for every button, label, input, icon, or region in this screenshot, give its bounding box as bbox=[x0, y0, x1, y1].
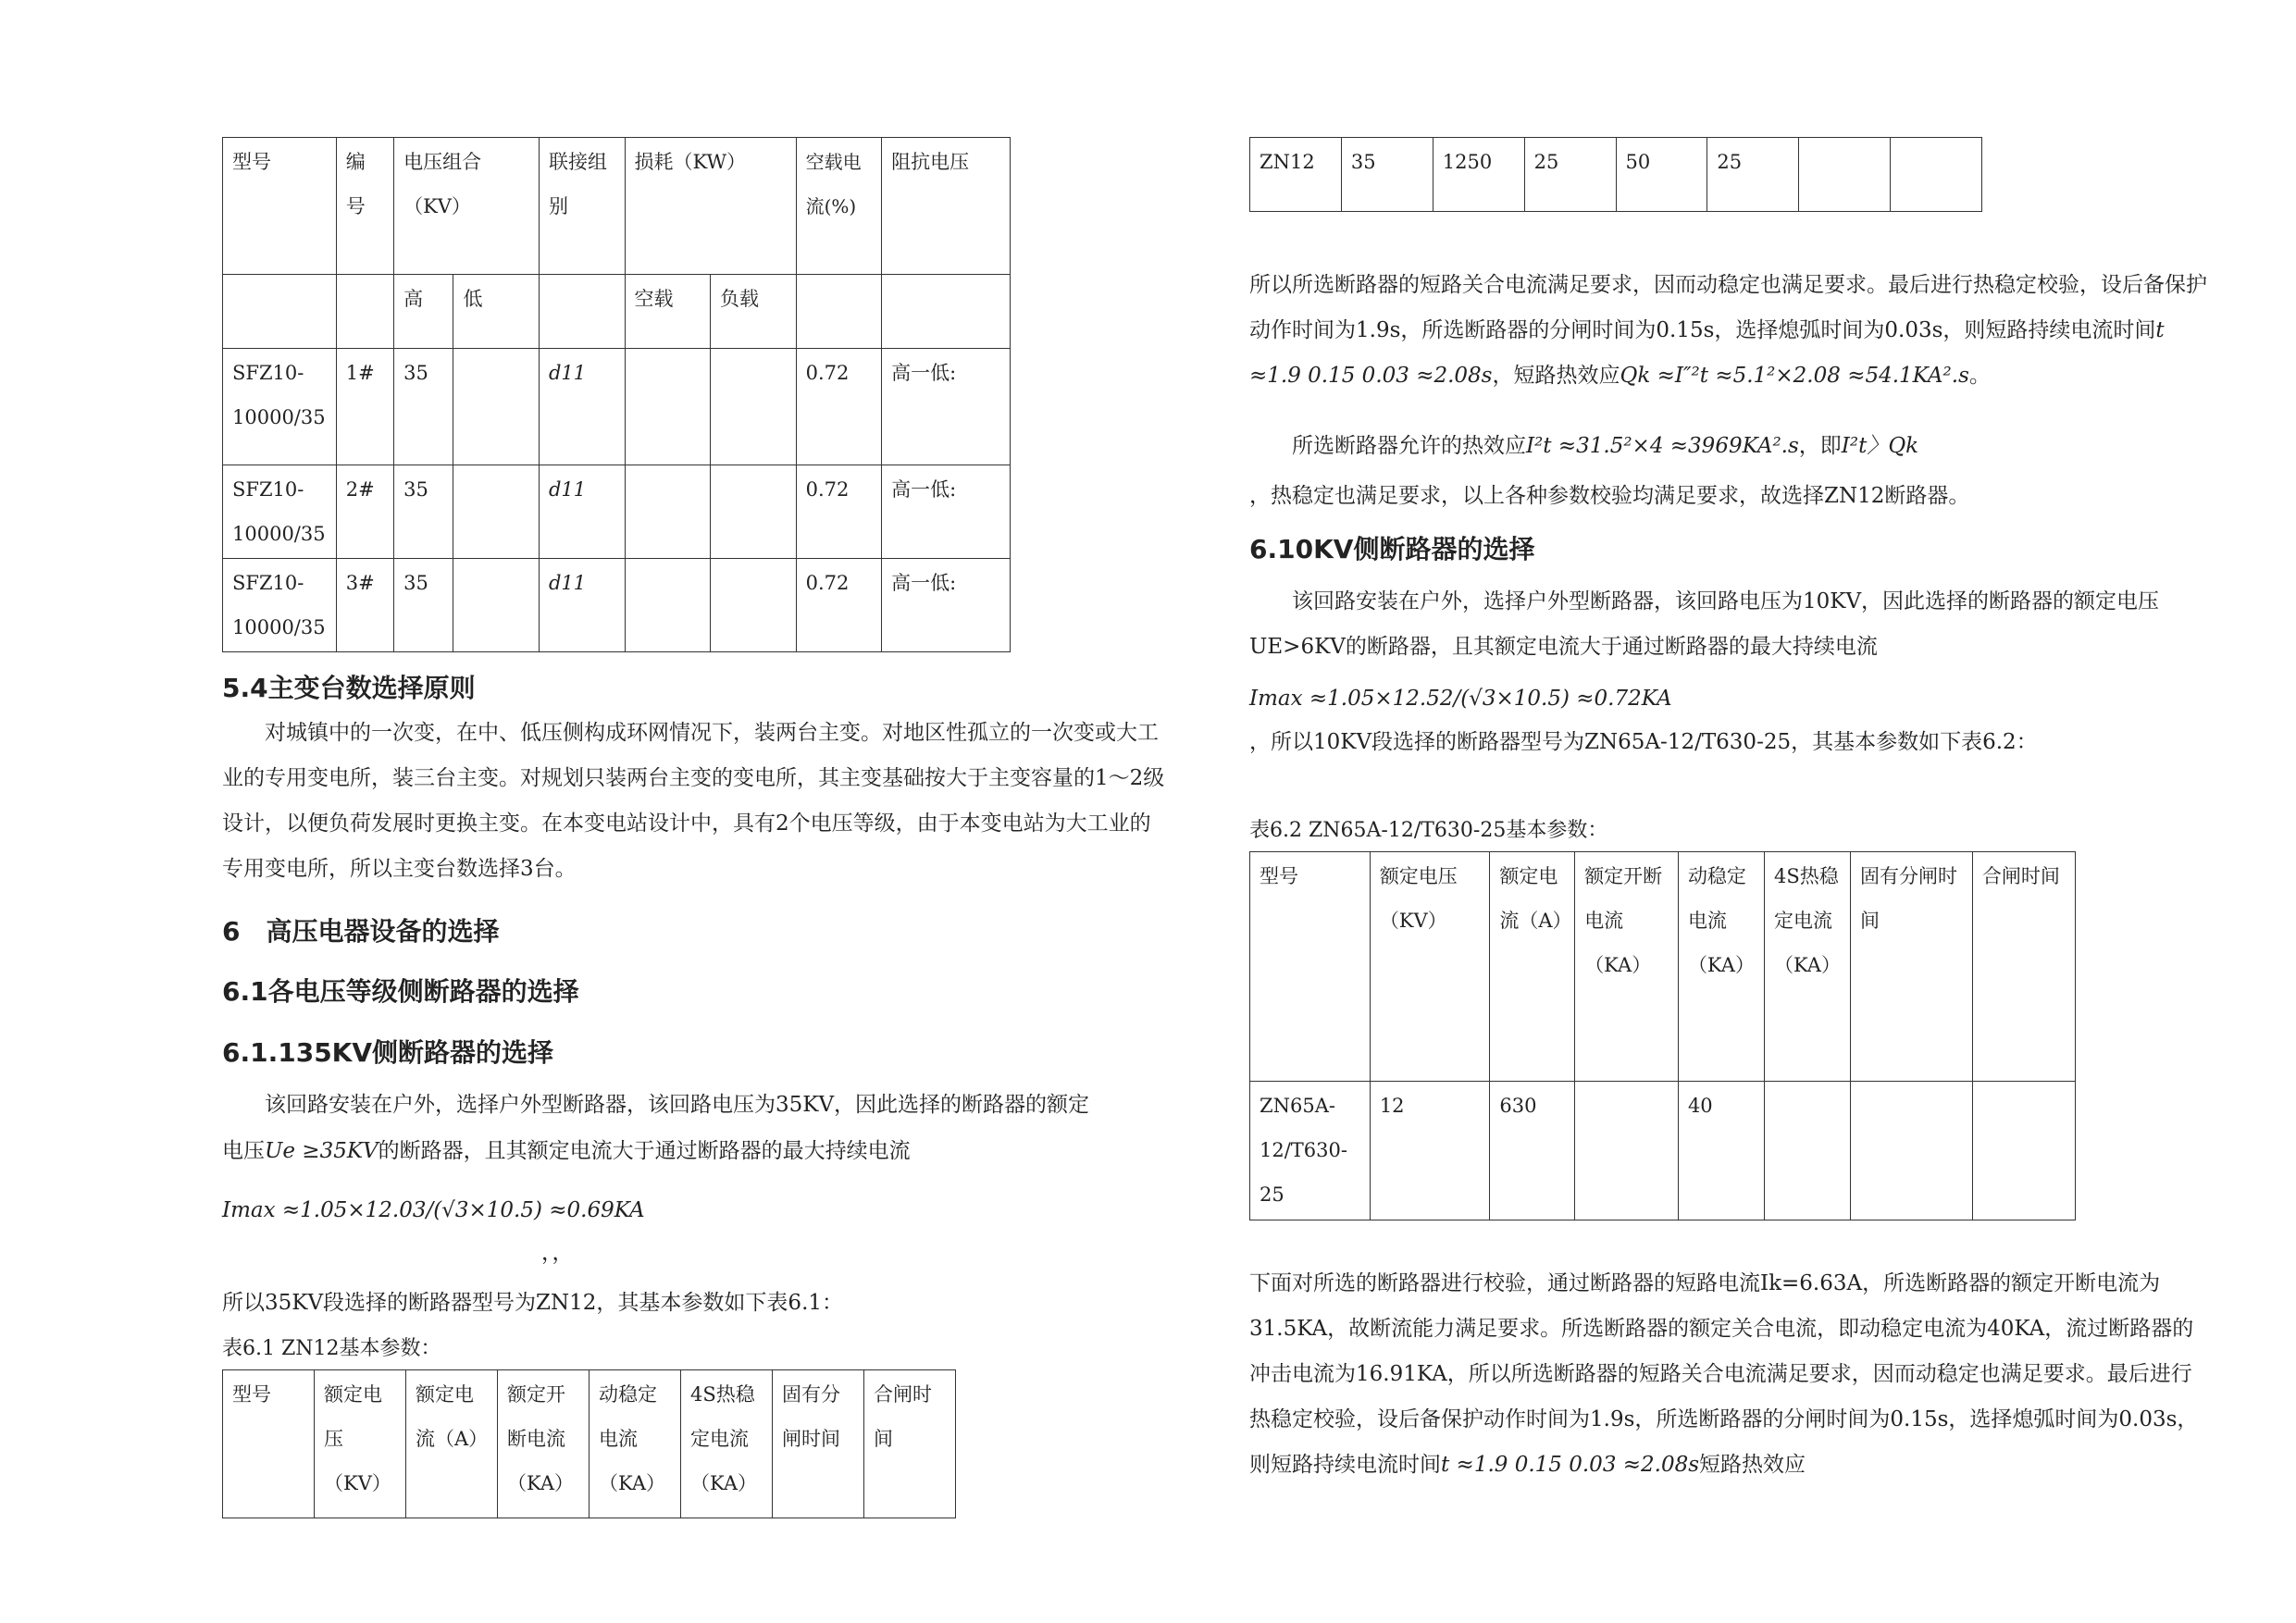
heading-6-1-1: 6.1.135KV侧断路器的选择 bbox=[222, 1037, 554, 1068]
table-row: SFZ10-10000/35 1# 35 d11 0.72 高一低: bbox=[223, 349, 1011, 465]
caption-table-6-1: 表6.1 ZN12基本参数： bbox=[222, 1337, 441, 1360]
th-impedance: 阻抗电压 bbox=[882, 138, 1011, 275]
table-row: SFZ10-10000/35 2# 35 d11 0.72 高一低: bbox=[223, 465, 1011, 559]
table-6-1-header: 型号 额定电压（KV） 额定电流（A） 额定开断电流（KA） 动稳定电流（KA） 4S热稳定电流（KA） 固有分闸时间 合闸时间 bbox=[222, 1369, 956, 1518]
formula-i2t-qk: I²t〉Qk bbox=[1841, 434, 1919, 458]
heading-6: 6 高压电器设备的选择 bbox=[222, 916, 500, 947]
formula-qk: Qk ≈I″²t ≈5.1²×2.08 ≈54.1KA².s bbox=[1620, 364, 1969, 388]
heading-5-4: 5.4主变台数选择原则 bbox=[222, 673, 476, 703]
paragraph-r1: 所以所选断路器的短路关合电流满足要求，因而动稳定也满足要求。最后进行热稳定校验，设后备保护动作时间为1.9s，所选断路器的分闸时间为0.15s，选择熄弧时间为0.03s，则短路持续电流时间t ≈1.9 0.15 0.03 ≈2.08s，短路热效应Qk ≈I″²t ≈5.1²×2.08 ≈54.1KA².s。 bbox=[1249, 273, 2207, 388]
th-noload: 空载 bbox=[625, 275, 711, 349]
caption-table-6-2: 表6.2 ZN65A-12/T630-25基本参数： bbox=[1249, 819, 1608, 842]
table-6-2: 型号 额定电压（KV） 额定电流（A） 额定开断电流（KA） 动稳定电流（KA） 4S热稳定电流（KA） 固有分闸时间 合闸时间 ZN65A-12/T630-25 12 630 40 bbox=[1249, 851, 2076, 1220]
paragraph-6-10a: 该回路安装在户外，选择户外型断路器，该回路电压为10KV，因此选择的断路器的额定电压UE>6KV的断路器，且其额定电流大于通过断路器的最大持续电流 bbox=[1249, 589, 2160, 659]
th-high: 高 bbox=[394, 275, 453, 349]
paragraph-r3: 下面对所选的断路器进行校验，通过断路器的短路电流Ik=6.63A，所选断路器的额定开断电流为31.5KA，故断流能力满足要求。所选断路器的额定关合电流，即动稳定电流为40KA，流过断路器的冲击电流为16.91KA，所以所选断路器的短路关合电流满足要求，因而动稳定也满足要求。最后进行热稳定校验，设后备保护动作时间为1.9s，所选断路器的分闸时间为0.15s，选择熄弧时间为0.03s，则短路持续电流时间t ≈1.9 0.15 0.03 ≈2.08s短路热效应 bbox=[1249, 1271, 2199, 1477]
th-load: 负载 bbox=[711, 275, 797, 349]
heading-6-10: 6.10KV侧断路器的选择 bbox=[1249, 534, 1535, 564]
th-low: 低 bbox=[453, 275, 540, 349]
formula-imax-35kv: Imax ≈1.05×12.03/(√3×10.5) ≈0.69KA bbox=[222, 1198, 645, 1222]
formula-imax-10kv: Imax ≈1.05×12.52/(√3×10.5) ≈0.72KA bbox=[1249, 687, 1672, 711]
th-loss: 损耗（KW） bbox=[625, 138, 796, 275]
th-connection: 联接组别 bbox=[539, 138, 625, 275]
table-6-1-row bbox=[1249, 137, 1982, 212]
paragraph-r2: 所选断路器允许的热效应I²t ≈31.5²×4 ≈3969KA².s，即I²t〉Qk bbox=[1292, 434, 1919, 458]
paragraph-6-10b: ，所以10KV段选择的断路器型号为ZN65A-12/T630-25，其基本参数如下表6.2： bbox=[1249, 730, 2038, 754]
table-row: SFZ10-10000/35 3# 35 d11 0.72 高一低: bbox=[223, 559, 1011, 652]
paragraph-6-1-1c: 所以35KV段选择的断路器型号为ZN12，其基本参数如下表6.1： bbox=[222, 1291, 844, 1315]
formula-t: t ≈1.9 0.15 0.03 ≈2.08s bbox=[1249, 318, 2165, 388]
th-number: 编号 bbox=[336, 138, 393, 275]
formula-i2t: I²t ≈31.5²×4 ≈3969KA².s bbox=[1526, 434, 1799, 458]
heading-6-1: 6.1各电压等级侧断路器的选择 bbox=[222, 976, 579, 1007]
paragraph-r2b: ，热稳定也满足要求，以上各种参数校验均满足要求，故选择ZN12断路器。 bbox=[1249, 484, 1970, 508]
th-noload-current: 空载电流(%) bbox=[796, 138, 882, 275]
paragraph-6-1-1b: 电压Ue ≥35KV的断路器，且其额定电流大于通过断路器的最大持续电流 bbox=[222, 1139, 911, 1163]
commas: ，， bbox=[541, 1241, 574, 1265]
table-row: ZN65A-12/T630-25 12 630 40 bbox=[1250, 1082, 2076, 1220]
paragraph-6-1-1a: 该回路安装在户外，选择户外型断路器，该回路电压为35KV，因此选择的断路器的额定 bbox=[265, 1093, 1090, 1117]
formula-ue: Ue ≥35KV bbox=[265, 1139, 379, 1163]
paragraph-5-4: 对城镇中的一次变，在中、低压侧构成环网情况下，装两台主变。对地区性孤立的一次变或大工业的专用变电所，装三台主变。对规划只装两台主变的变电所，其主变基础按大于主变容量的1～2级设计，以便负荷发展时更换主变。在本变电站设计中，具有2个电压等级，由于本变电站为大工业的专用变电所，所以主变台数选择3台。 bbox=[222, 721, 1165, 881]
th-empty bbox=[539, 275, 625, 349]
th-model: 型号 bbox=[223, 138, 337, 275]
th-voltage: 电压组合（KV） bbox=[394, 138, 540, 275]
table-row: ZN12 35 1250 25 50 25 bbox=[1250, 138, 1982, 212]
transformer-table bbox=[222, 137, 1011, 652]
formula-t-2: t ≈1.9 0.15 0.03 ≈2.08s bbox=[1441, 1453, 1700, 1477]
